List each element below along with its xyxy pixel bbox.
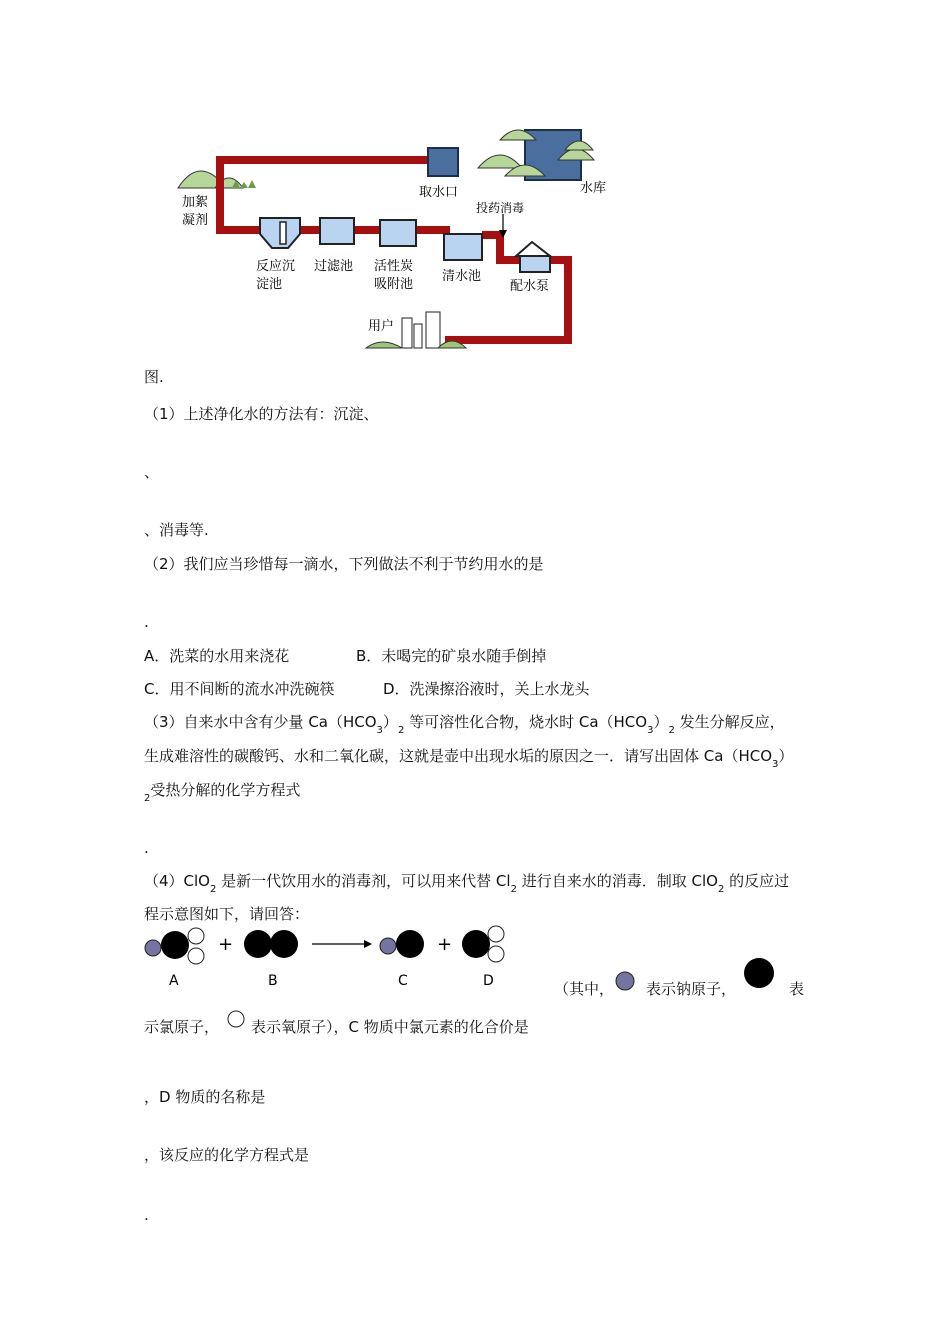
label-disinfect: 投药消毒 <box>476 201 525 215</box>
molecule-d <box>462 926 504 962</box>
q3-l2-end: ） <box>778 747 794 765</box>
q4-l1-b: 是新一代饮用水的消毒剂，可以用来代替 Cl <box>216 872 511 890</box>
figure-suffix: 图. <box>144 368 164 386</box>
q4-equation: ，该反应的化学方程式是 <box>144 1146 310 1164</box>
q2-text: （2）我们应当珍惜每一滴水，下列做法不利于节约用水的是 <box>144 555 544 573</box>
q3-sub: 2 <box>668 725 675 736</box>
q3-l1-a: （3）自来水中含有少量 Ca（HCO <box>144 713 377 731</box>
q4-line-2: 程示意图如下，请回答： <box>144 905 310 923</box>
chlorine-atom-icon <box>742 956 776 990</box>
q4-l1-a: （4）ClO <box>144 872 210 890</box>
label-reservoir: 水库 <box>580 181 607 196</box>
molecule-d-label: D <box>483 973 494 989</box>
legend-open: （其中， <box>554 980 615 998</box>
q3-sub: 3 <box>647 725 654 736</box>
q2-option-a: A．洗菜的水用来浇花 <box>144 647 290 665</box>
q3-line-3 <box>144 780 301 804</box>
sodium-atom-icon <box>614 970 636 992</box>
molecule-c <box>380 930 424 958</box>
pump-icon <box>516 242 550 272</box>
q4-end: . <box>144 1206 149 1224</box>
q3-line-2 <box>144 746 794 770</box>
label-sedimentation-2: 淀池 <box>256 277 283 292</box>
oxygen-atom-icon <box>226 1009 246 1029</box>
q4-line-1 <box>144 871 790 895</box>
molecule-b-label: B <box>268 973 278 989</box>
molecule-a-label: A <box>169 973 179 989</box>
q4-sub: 2 <box>510 884 517 895</box>
q3-l1-b: ） <box>382 713 398 731</box>
q1-text: （1）上述净化水的方法有：沉淀、 <box>144 405 379 423</box>
reservoir-icon <box>478 130 594 180</box>
molecule-c-label: C <box>398 973 408 989</box>
q4-l1-d: 的反应过 <box>724 872 790 890</box>
q2-option-b: B．未喝完的矿泉水随手倒掉 <box>356 647 547 665</box>
q3-sub: 2 <box>144 793 151 804</box>
q3-sub: 3 <box>376 725 383 736</box>
q2-option-d: D．洗澡擦浴液时，关上水龙头 <box>383 680 590 698</box>
q3-l2: 生成难溶性的碳酸钙、水和二氧化碳，这就是壶中出现水垢的原因之一．请写出固体 Ca（HCO <box>144 747 772 765</box>
q4-sub: 2 <box>210 884 217 895</box>
q4-sub: 2 <box>717 884 725 895</box>
q1-blank1-end: 、 <box>144 463 160 481</box>
label-sedimentation-1: 反应沉 <box>256 259 296 274</box>
pipe-path <box>220 160 568 340</box>
q1-blank2-end: 、消毒等. <box>144 521 209 539</box>
q3-l3: 受热分解的化学方程式 <box>150 781 301 799</box>
q3-sub: 3 <box>772 759 779 770</box>
label-users: 用户 <box>368 319 395 334</box>
clear-water-tank-icon <box>444 234 482 260</box>
plus-sign: + <box>437 934 453 955</box>
label-filter: 过滤池 <box>314 259 354 274</box>
q3-sub: 2 <box>397 725 405 736</box>
q2-end: . <box>144 613 149 631</box>
q3-l1-d: ） <box>653 713 669 731</box>
label-flocculant-2: 凝剂 <box>182 213 209 228</box>
legend-oxygen: 表示氧原子），C 物质中氯元素的化合价是 <box>251 1018 529 1036</box>
q3-line-1 <box>144 712 785 736</box>
legend-sodium: 表示钠原子， <box>646 980 737 998</box>
legend-chlorine-b: 示氯原子， <box>144 1018 220 1036</box>
label-intake: 取水口 <box>419 185 459 200</box>
molecule-b <box>244 930 298 958</box>
q2-option-c: C．用不间断的流水冲洗碗筷 <box>144 680 335 698</box>
legend-chlorine-a: 表 <box>789 980 805 998</box>
q4-d-name: ，D 物质的名称是 <box>144 1088 266 1106</box>
q4-l1-c: 进行自来水的消毒．制取 ClO <box>516 872 718 890</box>
intake-icon <box>428 148 458 176</box>
sedimentation-tank-icon <box>260 218 300 248</box>
label-carbon-1: 活性炭 <box>374 259 414 274</box>
carbon-tank-icon <box>380 220 416 246</box>
q3-l1-e: 发生分解反应， <box>674 713 785 731</box>
label-pump: 配水泵 <box>510 279 550 294</box>
q3-l1-c: 等可溶性化合物，烧水时 Ca（HCO <box>404 713 648 731</box>
reaction-diagram <box>140 922 520 994</box>
label-clear-water: 清水池 <box>442 269 482 284</box>
filter-tank-icon <box>320 218 354 244</box>
molecule-a <box>145 928 204 964</box>
q3-end: . <box>144 839 149 857</box>
label-flocculant-1: 加絮 <box>182 195 209 210</box>
water-treatment-flow-diagram <box>170 118 620 353</box>
label-carbon-2: 吸附池 <box>374 277 414 292</box>
plus-sign: + <box>218 934 234 955</box>
